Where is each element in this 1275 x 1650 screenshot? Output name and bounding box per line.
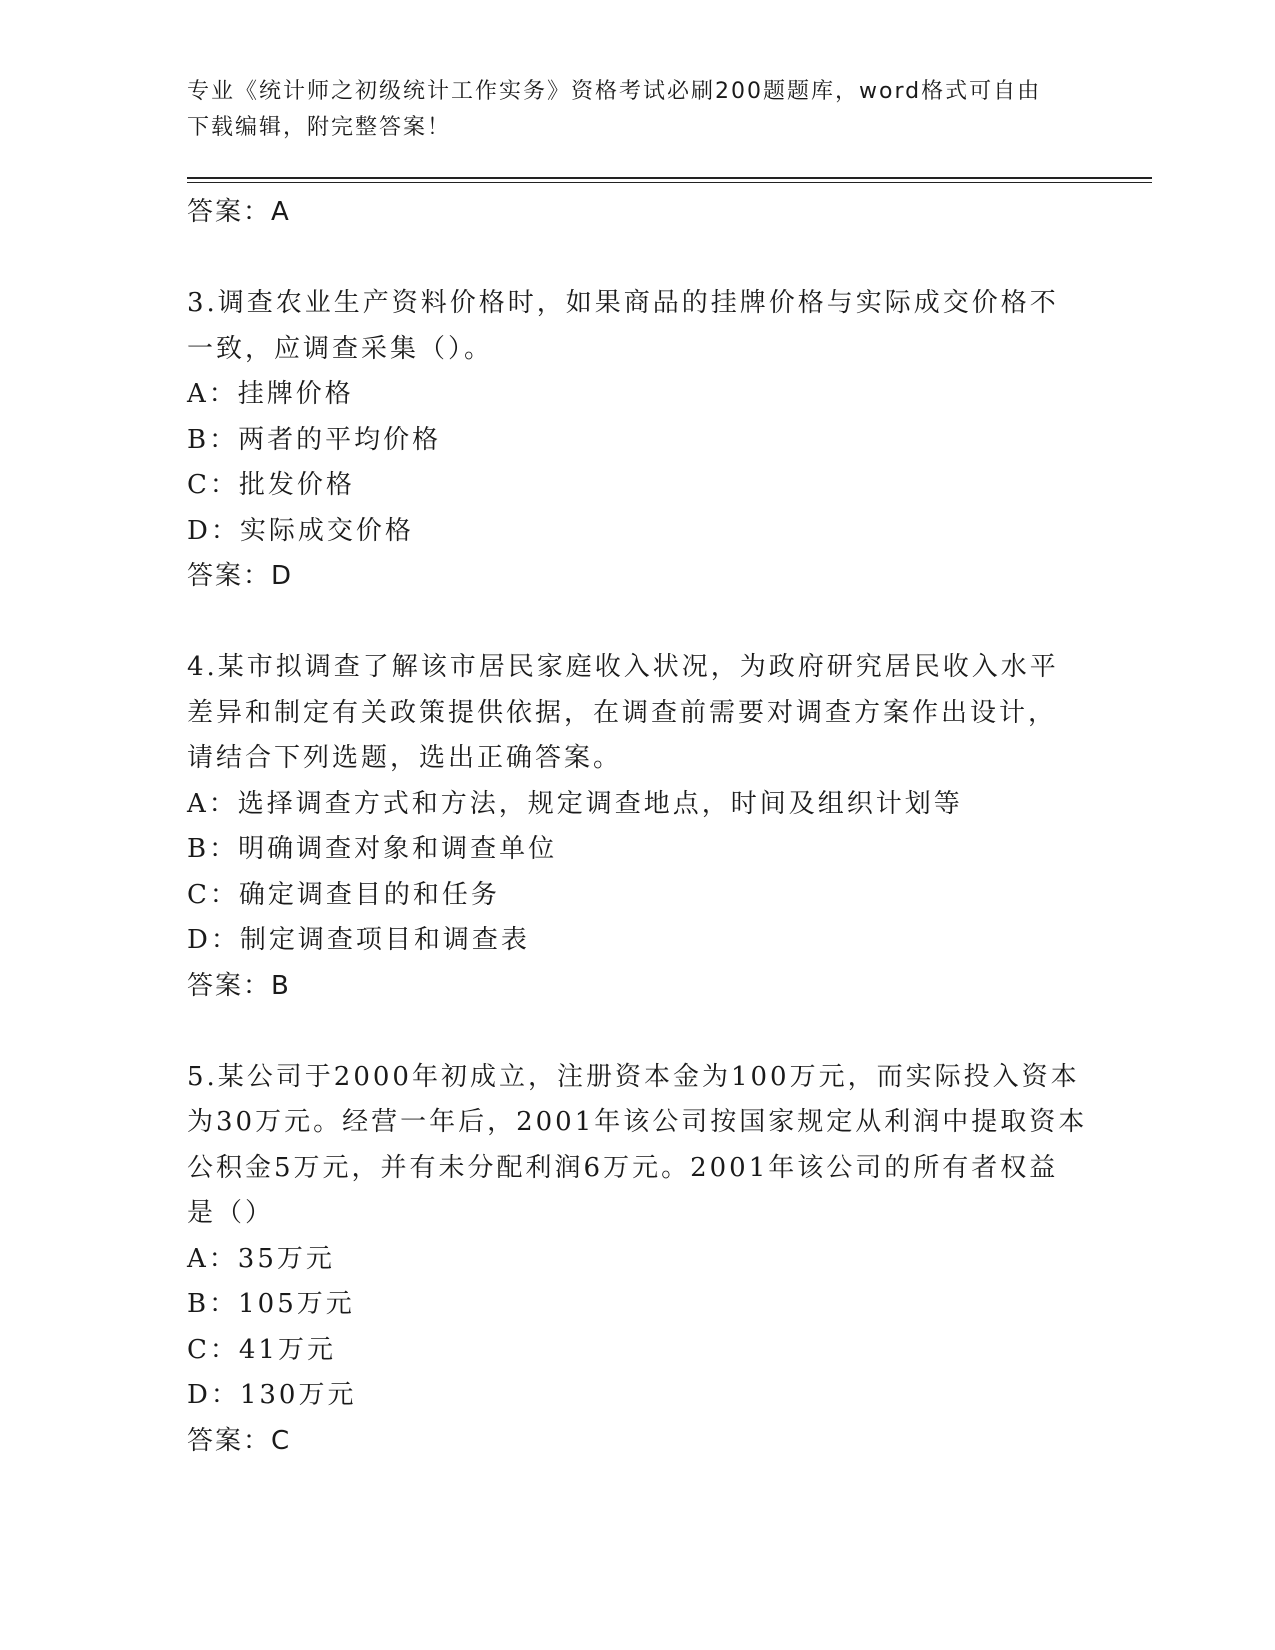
header-line-2: 下载编辑，附完整答案！ xyxy=(187,115,452,140)
question-stem-line: 是（） xyxy=(187,1198,275,1228)
question-stem-line: 5.某公司于2000年初成立，注册资本金为100万元，而实际投入资本 xyxy=(187,1061,1080,1092)
header-line-1: 专业《统计师之初级统计工作实务》资格考试必刷200题题库，word格式可自由 xyxy=(187,79,1042,104)
previous-answer: 答案：A xyxy=(187,197,291,227)
question-stem-line: 差异和制定有关政策提供依据，在调查前需要对调查方案作出设计， xyxy=(187,697,1058,728)
header-divider-thin xyxy=(187,182,1152,183)
answer-line: 答案：C xyxy=(187,1425,292,1456)
question-stem-line: 公积金5万元，并有未分配利润6万元。2001年该公司的所有者权益 xyxy=(187,1152,1059,1183)
option-c: C：确定调查目的和任务 xyxy=(187,879,500,910)
header-divider-thick xyxy=(187,177,1152,179)
question-stem-line: 一致，应调查采集（）。 xyxy=(187,333,494,364)
spacer xyxy=(187,600,1087,646)
option-a: A：挂牌价格 xyxy=(187,379,354,409)
question-stem-line: 3.调查农业生产资料价格时，如果商品的挂牌价格与实际成交价格不 xyxy=(187,288,1059,318)
option-b: B：105万元 xyxy=(187,1289,355,1319)
option-d: D：实际成交价格 xyxy=(187,515,414,546)
option-a: A：选择调查方式和方法，规定调查地点，时间及组织计划等 xyxy=(187,788,963,819)
answer-line: 答案：B xyxy=(187,970,291,1001)
option-d: D：制定调查项目和调查表 xyxy=(187,925,530,955)
option-d: D：130万元 xyxy=(187,1380,357,1410)
document-header xyxy=(187,74,1067,146)
question-block xyxy=(187,1055,1087,1465)
option-c: C：批发价格 xyxy=(187,470,355,500)
question-block xyxy=(187,645,1087,1009)
question-stem-line: 为30万元。经营一年后，2001年该公司按国家规定从利润中提取资本 xyxy=(187,1107,1088,1137)
document-body xyxy=(187,190,1087,1464)
spacer xyxy=(187,1009,1087,1055)
option-b: B：明确调查对象和调查单位 xyxy=(187,834,558,864)
question-block xyxy=(187,281,1087,600)
question-stem-line: 4.某市拟调查了解该市居民家庭收入状况，为政府研究居民收入水平 xyxy=(187,652,1059,682)
option-b: B：两者的平均价格 xyxy=(187,424,442,455)
option-c: C：41万元 xyxy=(187,1334,336,1365)
answer-line: 答案：D xyxy=(187,561,294,591)
question-stem-line: 请结合下列选题，选出正确答案。 xyxy=(187,743,623,773)
spacer xyxy=(187,236,1087,282)
option-a: A：35万元 xyxy=(187,1243,335,1274)
